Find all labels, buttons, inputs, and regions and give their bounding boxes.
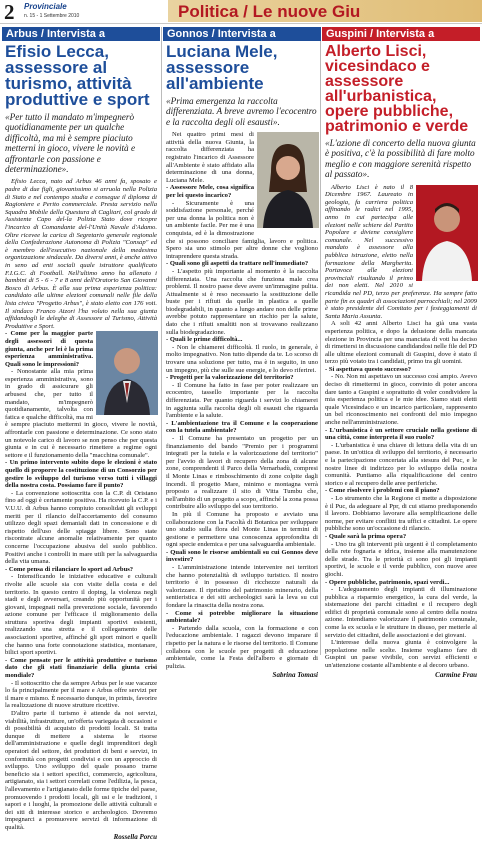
article-deck: «L'azione di concerto della nuova giunta è positiva, c'è la possibilità di fare molto meglio e con maggiore serenità rispetto al passato». xyxy=(325,138,476,180)
person-silhouette-icon xyxy=(96,331,158,415)
question: - Come si potrebbe migliorare la situazione ambientale? xyxy=(166,609,318,625)
byline: Rossella Porcu xyxy=(113,832,157,841)
byline: Sabrina Tomasi xyxy=(272,671,318,680)
question: - Come pensate per le attività produttive e turismo dato che gli stati finanziarie della giunta crisi mondiale? xyxy=(5,656,157,680)
article-label: Gonnos / Intervista a xyxy=(163,27,321,41)
newspaper-logo: Provinciale xyxy=(24,2,67,11)
question: - Quali le prime difficoltà... xyxy=(166,336,243,344)
answer: - L'urbanistica è una chiave di lettura della vita di un paese. In un'ottica di sviluppo del territorio, è necessario e la partecipazione concertata alla stesura del Puc, e le nostre linee di indirizzo per lo sviluppo della nostra comunità. Puntiamo alla riqualificazione del centro storico e al recupero delle aree periferiche. xyxy=(325,441,477,487)
person-silhouette-icon xyxy=(257,132,319,228)
article-body xyxy=(2,178,160,841)
person-silhouette-icon xyxy=(416,185,478,281)
answer: - Non le chiamerei difficoltà. Il ruolo, in generale, è molto impegnativo. Non tutto dipende da te. Lo scorso di trovare una soluzione per tutto, ma è in seguito, in uno un impegno, più che sulle sue energie, e lo devo riferirei. xyxy=(166,343,318,374)
answer: D'altro parte il turismo è attende da noi servizi, viabilità, infrastrutture, un'offerta variegata di occasioni e di possibilità di acquisto di prodotti locali. Si tratta dunque di mettere a sistema le risorse dell'amministrazione e quelle degli imprenditori degli operatori del settore, dei produttori di beni e servizi, in conformità con progetti condivisi e con un approccio di sviluppo. Uno sviluppo del quale possano trarne beneficio sia i settori specifici, commercio, agricoltura, artigianato, sia i settori correlati come l'edilizia, la pesca, l'allevamento e l'artigianato delle forme tipiche del paese, promuovendo i prodotti locali, gli usi e le tradizioni, i sapori e i luoghi, la promozione delle attività culturali e dei siti di interesse storico e archeologico. Dovremo impegnarci a promuovere servizi di informazione di qualità. xyxy=(5,710,157,831)
article-headline: Alberto Lisci, vicesindaco e assessore all'urbanistica, opere pubbliche, patrimonio e verde xyxy=(325,43,469,135)
article-gonnos xyxy=(163,27,321,680)
byline: Carmine Frau xyxy=(435,670,477,679)
answer: - La convenzione sottoscritta con la C.P. di Oristano fino ad oggi è certamente positiva. Ha ricevuto la C.P. e i V.U.U. di Arbus hanno compiuto consolidati gli sviluppi meriti per il rilancio dell'accertamento del consumo utilizzo degli spazi demaniali dati in concessione e di rispetto dell'uso delle spiagge libere. Sono state riscontrate alcune anomalie relativamente per quanto concerne l'occupazione abusiva del suolo pubblico. Positivi anche i controlli in mare utili per la salvaguardia della vita umana. xyxy=(5,489,157,566)
answer: - Uno tra gli interventi più urgenti è il completamento della rete fognaria e idrica, insieme alla manutenzione delle strade. Tra le priorità ci sono poi gli impianti sportivi, le scuole e il verde pubblico, con nuove aree giochi. xyxy=(325,540,477,578)
answer: - Partendo dalla scuola, con la formazione e con l'educazione ambientale. I ragazzi devono imparare il rispetto per la natura e le risorse del territorio. Il Comune collabora con le scuole per progetti di educazione ambientale, come la Festa dell'albero e giornate di pulizia. xyxy=(166,624,318,670)
question: - Un primo intervento subito dopo le elezioni è stato quello di proporre la costituzione di un Consorzio per gestire lo sviluppo del turismo verso tutti i villaggi della nostra costa. Possiamo fare il punto? xyxy=(5,459,157,490)
answer: Nei quattro primi mesi di attività della nuova Giunta, la raccolta differenziata ha registrato l'incarico di Assessore all'Ambiente è stato affidato alla determinazione di una donna, Luciana Mele. xyxy=(166,131,254,184)
article-label: Arbus / Intervista a xyxy=(2,27,160,41)
answer: L'interesse della nuova giunta è coinvolgere la popolazione nelle scelte. Insieme vogliamo fare di Guspini un paese vivibile, con servizi efficienti e un'attenzione costante all'ambiente e al decoro urbano. xyxy=(325,639,477,670)
portrait-photo xyxy=(416,185,478,281)
question: - Come pensa di rilanciare lo sport ad Arbus? xyxy=(5,565,134,573)
question: - L'ambientazione tra il Comune e la cooperazione con la tutela ambientale? xyxy=(166,419,318,435)
article-arbus xyxy=(2,27,160,841)
answer: - L'aspetto più importante al momento è la raccolta differenziata. Una raccolta che funziona male crea problemi. Il nostro paese deve avere un'immagine pulita. Attualmente si è reso necessario la sostituzione delle buste per i rifiuti da quelle in plastica a quelle biodegradabili, in quanto a lungo andare non delle prime avrebbe potuto rappresentare un rischio per la salute, dato che i rifiuti smaltiti non si trovavano realizzano sulla biodegradazione. xyxy=(166,267,318,336)
question: - L'urbanistica è un settore cruciale nella gestione di una città, come interpreta il suo ruolo? xyxy=(325,426,477,442)
question: - Come risolvere i problemi con il piano? xyxy=(325,487,440,495)
article-intro: Alberto Lisci è nato il 8 Dicembre 1967. Laureato in geologia, fa carriera politica affinando le radici nel 1995, anno in cui partecipa alle elezioni nelle schiere del Partito Popolare e diviene consigliere comunale. Nel successivo mandato è assessore alla pubblica istruzione, eletto nella formazione della Margherita. Portavoce alle elezioni provinciali risultando il primo dei non eletti. Nel 2010 si ricandida nel PD, terzo per preferenze. Ha sempre fatto parte fin ex quadri di associazioni parrocchiali; nel 2009 è stato presidente del Comitato per i festeggiamenti di Santa Maria Assunta. xyxy=(325,183,477,320)
portrait-photo xyxy=(96,331,158,415)
question: - Opere pubbliche, patrimonio, spazi verdi... xyxy=(325,578,450,586)
article-headline: Luciana Mele, assessore all'ambiente xyxy=(166,42,278,93)
portrait-photo xyxy=(257,132,319,228)
article-label: Guspini / Intervista a xyxy=(322,27,480,41)
answer: - L'amministrazione intende intervenire nei territori che hanno potenzialità di sviluppo turistico. Il nostro territorio è in possesso di ricchezze naturali da valorizzare. Il ripristino del patrimonio minerario, della sentieristica e dei siti archeologici sarà la leva su cui fondare la rinascita della nostra zona. xyxy=(166,564,318,610)
article-headline: Efisio Lecca, assessore al turismo, attività produttive e sport xyxy=(5,42,150,109)
question: - Quali sono le risorse ambientali su cui Gonnos deve investire? xyxy=(166,548,318,564)
answer: - Il Comune ha fatto in fase per poter realizzare un ecocentro, tassello importante per la raccolta differenziata. Per quanto riguarda i servizi lo chiamerei in aggiunta sulla raccolta degli oli esausti che riguarda l'ambiente e la salute. xyxy=(166,381,318,420)
article-body xyxy=(322,184,480,680)
answer: - No. Non mi aspettavo un successo così ampio. Avevo deciso di rimettermi in gioco, convinto di poter ancora dare tanto a Guspini e soprattutto di voler condividere la mia esperienza politica e le mie idee. Siamo stati eletti quale Vicesindaco e un incarico particolare, rappresento un bel riconoscimento nei confronti del mio impegno anche nell'amministrazione. xyxy=(325,373,477,427)
answer: - Il sottoscritto che da sempre Arbus per le sue vacanze lo fa principalmente per il mare e Arbus offre servizi per il mare e mismo. È necessario dunque, in primis, favorire la realizzazione di nuove strutture ricettive. xyxy=(5,679,157,710)
issue-info: n. 15 - 1 Settembre 2010 xyxy=(24,13,80,19)
question: - Quali sono gli aspetti da trattare nell'immediato? xyxy=(166,260,309,268)
section-rubric: Politica / Le nuove Giu xyxy=(168,0,482,22)
answer: - Sicuramente è una soddisfazione personale, perché per una donna la politica non è un ambiente facile. Per me è una conquista, ed è la dimostrazione che si possono conciliare famiglia, lavoro e politica. Spero sia uno stimolo per altre donne che vogliono intraprendere questa strada. xyxy=(166,199,318,260)
answer: - Il Comune ha presentato un progetto per un finanziamento del bando "Premio per i programmi integrati per la tutela e la valorizzazione del territorio" per l'avvio di lavori di recupero della zona di alcune zone, comprendenti il Parco della Vernarbadù, compresi il Monte Linas e rimboschimento di zone colpite dagli incendi. Il progetto Mare, minimo e montagna verrà proposto a realizzare il sito di Vitta Tumbu che, nell'ambito di un progetto a scopo, affinché la zona possa contribuire allo sviluppo del suo territorio. xyxy=(166,434,318,511)
article-deck: «Prima emergenza la raccolta differenziata. A breve avremo l'ecocentro e la raccolta degli oli esausti». xyxy=(166,96,317,127)
question: - Come per la maggior parte degli assessori di questa giunta, anche per lei è la prima esperienza amministrativa. Quali sono le impressioni? xyxy=(5,330,93,368)
answer: A soli 42 anni Alberto Lisci ha già una vasta esperienza politica, e dopo la delusione della mancata elezione in Provincia per una manciata di voti ha deciso di rimettersi in discussione candidandosi nelle file del PD alle ultime elezioni comunali di Guspini, dove è stato il terzo più votato tra i candidati, primo tra gli uomini. xyxy=(325,320,477,366)
answer: - L'adeguamento degli impianti di illuminazione pubblica a risparmio energetico, la cura del verde, la sistemazione dei parchi cittadini e il recupero degli edifici di proprietà comunale sono al centro della nostra azione. Intendiamo valorizzare il patrimonio comunale, come la ex scuola e le strutture in disuso, per metterle al servizio dei cittadini, delle associazioni e dei giovani. xyxy=(325,586,477,639)
article-intro: Efisio Lecca, nato ad Arbus 46 anni fa, sposato e padre di due figli, giovanissimo si arruola nella Polizia di Stato e nel contempo studia e consegue il diploma di Ragioniere e Perito commerciale. Presta servizio nella Squadra Mobile della Questura di Cagliari, col grado di Assistente Capo del-la Polizia Stato dove ricopre l'incarico di Comandante del-l'Unità Navale d'Adamo. Oltre ricevee la carica di Segretario generale regionale della Confederazione Autonoma di Polizia "Consap" ed è membro dell'esecutivo nazionale della medesima organizzazione sindacale. Da diversi anni, è anche attivo in seno ad enti sociali quale istruttore qualificato F.I.G.C. di Football. Nell'ultimo anno ha allenato i bambini di 5 - 6 - 7 e 8 anni dell'Oratorio San Giovanni Bosco di Arbus. È alla sua prima esperienza politica: candidato alle ultime elezioni comunali nelle file della lista civica "Progetto Arbus", è stato eletto con 176 voti. Il sindaco Franco Atzori l'ha voluto nella sua giunta affidandogli le deleghe di Assessore al Turismo, Attività Produttive e Sport. xyxy=(5,178,157,330)
page-number: 2 xyxy=(4,0,15,24)
article-deck: «Per tutto il mandato m'impegnerò quotidianamente per un qualche difficoltà, ma mi è sempre piaciuto metterni in gioco, vivere le novità e affrontarle con passione e determinazione». xyxy=(5,112,136,175)
column-divider xyxy=(161,27,162,655)
masthead xyxy=(0,0,482,24)
question: - Si aspettava questo successo? xyxy=(325,365,412,373)
answer: - Lo strumento che la Regione ci mette a disposizione è il Puc, da adeguare al Ppr, di cui stiamo predisponendo il lavoro. Dobbiamo lavorare alla semplificazione delle norme, per evitare conflitti tra uffici e cittadini. Le opere pubbliche sono un'occasione di rilancio. xyxy=(325,494,477,533)
answer: In più il Comune ha proposto e avviato una collaborazione con la Facoltà di Botanica per sviluppare uno studio sulla flora del Monte Linas in termini di gestione e permettere una conoscenza approfondita di ogni specie endemica e per una salvaguardia ambientale. xyxy=(166,510,318,549)
question: - Assessore Mele, cosa significa per lei questo incarico? xyxy=(166,184,254,199)
answer: - Intensificando le iniziative educative e culturali rivolte alle scuole sia con visite della costa e del territorio. In questo centro il doping, la violenza negli stadi e degli avversari, creando più opportunità per i giovani, impegnati nella prevenzione sociale, favorendo azione comune per l'efficace il miglioramento della struttura sportiva degli impianti sportivi esistenti, realizzando una stretta e il collegamento delle associazioni sportive, affinché gli sport minori e quelli che hanno una forte connotazione statistica, montanare, bilici sport sportivi. xyxy=(5,573,157,657)
answer: - Nonostante alla mia prima esperienza amministrativa, sono in grado di assicurare gli arbusesi che, per tutto il mandato, m'impegnerò quotidianamente, talvolta con fatica e qualche difficoltà, ma mi è sempre piaciuto mettermi in gioco, vivere le novità, affrontarle con passione e determinazione. Ce sono stato un notevole carico di lavoro se non penso che per questa giunta e in cui è necessario rimettere a regime ogni settore e il funzionamento della "macchina comunale". xyxy=(5,368,157,459)
article-guspini xyxy=(322,27,480,679)
article-body xyxy=(163,131,321,680)
question: - Quale sarà la prima opera? xyxy=(325,532,407,540)
question: - Progetti per la valorizzazione del territorio? xyxy=(166,374,294,382)
